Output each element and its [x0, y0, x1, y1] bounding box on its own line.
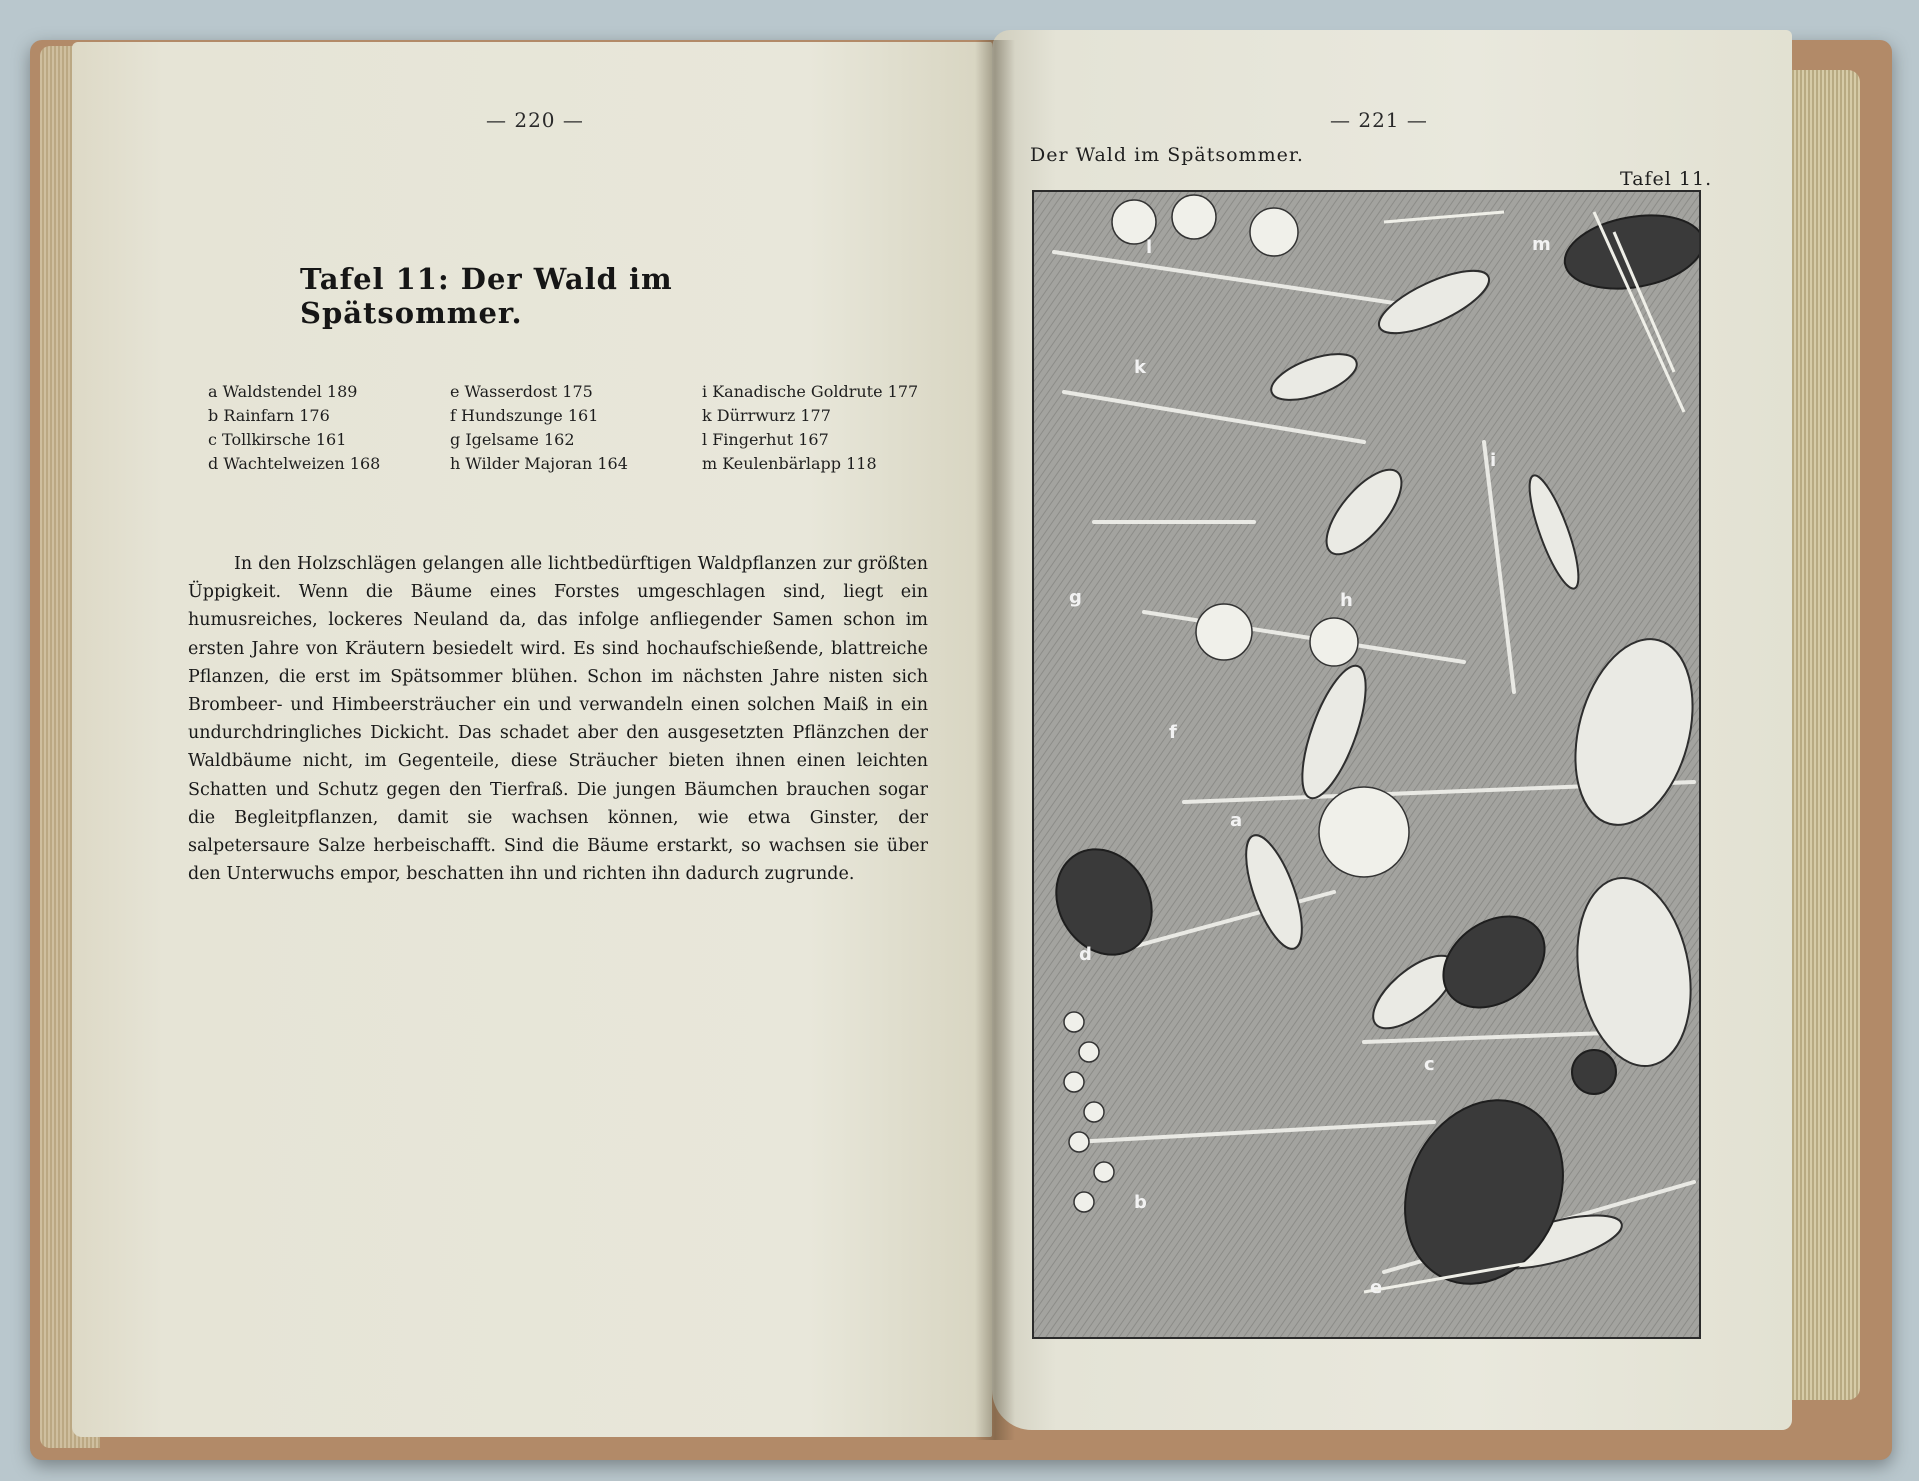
body-text: In den Holzschlägen gelangen alle lichtbedürftigen Waldpflanzen zur größten Üppigkeit. Wenn die Bäume eines Forstes umgeschlagen sind, liegt ein humusreiches, lockeres Neuland da, das infolge anfliegender Samen schon im ersten Jahre von Kräutern besiedelt wird. Es sind hochaufschießende, blattreiche Pflanzen, die erst im Spätsommer blühen. Schon im nächsten Jahre nisten sich Brombeer- und Himbeersträucher ein und verwandeln einen solchen Maiß in ein undurchdringliches Dickicht. Das schadet aber den ausgesetzten Pflänzchen der Waldbäume nicht, im Gegenteile, diese Sträucher bieten ihnen einen leichten Schatten und Schutz gegen den Tierfraß. Die jungen Bäumchen brauchen sogar die Begleitpflanzen, damit sie wachsen können, wie etwa Ginster, der salpetersaure Salze herbeischafft. Sind die Bäume erstarkt, so wachsen sie über den Unterwuchs empor, beschatten ihn und richten ihn dadurch zugrunde. — [188, 554, 928, 885]
legend-column-3 — [702, 380, 918, 476]
plate-letter: g — [1069, 587, 1082, 608]
botanical-plate-illustration — [1032, 190, 1701, 1339]
plate-letter: k — [1134, 357, 1146, 378]
plate-letter: m — [1532, 234, 1551, 255]
plate-letter: a — [1230, 810, 1243, 831]
plate-letter: e — [1370, 1277, 1383, 1298]
page-edges-right — [1790, 70, 1860, 1400]
legend-item: b Rainfarn 176 — [208, 406, 330, 425]
legend-item: a Waldstendel 189 — [208, 382, 358, 401]
plate-caption: Der Wald im Spätsommer. — [1030, 144, 1304, 166]
body-paragraph — [188, 550, 928, 888]
plate-label: Tafel 11. — [1620, 168, 1713, 190]
plate-letter: h — [1340, 590, 1353, 611]
legend-item: k Dürrwurz 177 — [702, 406, 831, 425]
left-page-number: — 220 — — [486, 108, 584, 132]
legend-item: f Hundszunge 161 — [450, 406, 599, 425]
legend-item: g Igelsame 162 — [450, 430, 575, 449]
legend-item: i Kanadische Goldrute 177 — [702, 382, 919, 401]
plate-letter: i — [1490, 450, 1497, 471]
legend-item: m Keulenbärlapp 118 — [702, 454, 877, 473]
legend-item: c Tollkirsche 161 — [208, 430, 347, 449]
plate-letter: c — [1424, 1054, 1435, 1075]
book-gutter — [975, 40, 1015, 1440]
legend-column-1 — [208, 380, 380, 476]
right-page-number: — 221 — — [1330, 108, 1428, 132]
legend-item: h Wilder Majoran 164 — [450, 454, 628, 473]
legend-item: d Wachtelweizen 168 — [208, 454, 381, 473]
legend-column-2 — [450, 380, 628, 476]
plate-letter: d — [1079, 944, 1092, 965]
legend-item: e Wasserdost 175 — [450, 382, 593, 401]
legend-item: l Fingerhut 167 — [702, 430, 829, 449]
plate-letter: b — [1134, 1192, 1147, 1213]
plate-letter: f — [1169, 722, 1177, 743]
plate-letter: l — [1146, 237, 1153, 258]
page-title: Tafel 11: Der Wald im Spätsommer. — [300, 262, 673, 330]
